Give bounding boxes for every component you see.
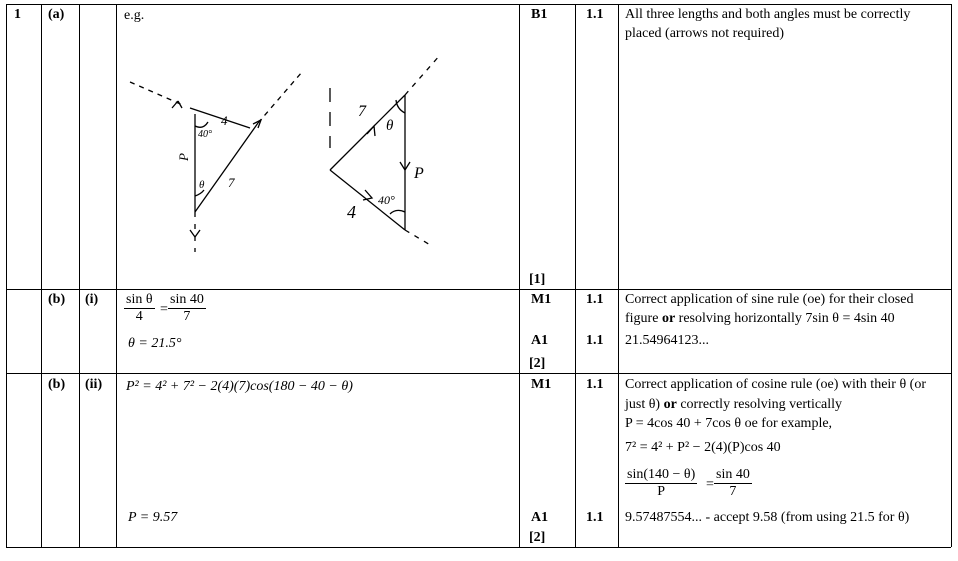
row-bi-guidance-2: 21.54964123...: [625, 333, 709, 348]
col-divider-5: [575, 4, 576, 547]
row-bii-ao-2: 1.1: [586, 510, 604, 525]
row-bi-guidance-line2: [625, 311, 895, 327]
alt-sine-den-left: P: [657, 484, 666, 499]
row-bi-ao-1: 1.1: [586, 292, 604, 307]
sine-rule-den-right: 7: [183, 309, 191, 324]
row-bii-guidance-line2c: correctly resolving vertically: [676, 397, 843, 412]
row-bii-mark-2: A1: [531, 510, 549, 525]
col-divider-6: [618, 4, 619, 547]
row-bii-guidance-line3: P = 4cos 40 + 7cos θ oe for example,: [625, 416, 833, 431]
right-side-right-label: P: [414, 165, 424, 182]
row-bii-ao-1: 1.1: [586, 377, 604, 392]
table-border-bottom: [6, 547, 951, 548]
part-label-b-ii: (b): [48, 377, 66, 392]
row-bi-ao-2: 1.1: [586, 333, 604, 348]
row-bii-guidance-line1: Correct application of cosine rule (oe) with their θ (or: [625, 377, 926, 392]
sine-rule-num-left: sin θ: [126, 292, 153, 307]
col-divider-1: [41, 4, 42, 547]
sine-rule-num-right: sin 40: [170, 292, 204, 307]
row-bi-total: [2]: [529, 356, 546, 371]
row-bii-total: [2]: [529, 530, 546, 545]
table-border-top: [6, 4, 951, 5]
row-bii-guidance-or: or: [663, 397, 677, 412]
row-a-mark: B1: [531, 7, 548, 22]
left-angle-bottom-label: θ: [199, 179, 205, 191]
cosine-rule-equation: P² = 4² + 7² − 2(4)(7)cos(180 − 40 − θ): [126, 379, 353, 394]
alt-sine-fraction-left: [625, 467, 697, 500]
row-bi-mark-1: M1: [531, 292, 552, 307]
sine-rule-equals: =: [160, 302, 168, 317]
part-label-b-i: (b): [48, 292, 66, 307]
sine-rule-fraction-right: [168, 292, 206, 325]
theta-result: θ = 21.5°: [128, 336, 182, 351]
row-divider-1: [6, 289, 951, 290]
p-result: P = 9.57: [128, 510, 178, 525]
sine-rule-fraction-left: [124, 292, 155, 325]
row-bi-guidance-or: or: [661, 311, 676, 326]
subpart-label-ii: (ii): [85, 377, 103, 392]
alt-sine-num-right: sin 40: [716, 467, 750, 482]
row-bi-guidance-line2c: resolving horizontally 7sin θ = 4sin 40: [675, 311, 895, 326]
left-side-left-label: P: [176, 153, 191, 161]
row-bii-mark-1: M1: [531, 377, 552, 392]
row-bi-guidance-line1: Correct application of sine rule (oe) for their closed: [625, 292, 914, 307]
row-bii-guidance-line2a: just θ): [625, 397, 664, 412]
row-bii-guidance-line2: [625, 397, 842, 413]
right-side-top-label: 7: [358, 103, 366, 120]
row-divider-2: [6, 373, 951, 374]
col-divider-4: [519, 4, 520, 547]
question-number: 1: [14, 7, 21, 22]
col-divider-3: [116, 4, 117, 547]
left-angle-top-label: 40°: [198, 129, 212, 140]
left-triangle: [130, 72, 302, 252]
alt-sine-den-right: 7: [729, 484, 737, 499]
row-a-total: [1]: [529, 272, 546, 287]
row-a-ao: 1.1: [586, 7, 604, 22]
answer-prefix: e.g.: [124, 8, 145, 23]
part-label-a: (a): [48, 7, 65, 22]
sine-rule-den-left: 4: [135, 309, 143, 324]
alt-sine-num-left: sin(140 − θ): [627, 467, 696, 482]
row-bi-mark-2: A1: [531, 333, 549, 348]
right-triangle: [330, 55, 440, 246]
table-border-left: [6, 4, 7, 547]
table-border-right: [951, 4, 952, 547]
alt-sine-fraction-right: [714, 467, 752, 500]
row-bi-guidance-line2a: figure: [625, 311, 662, 326]
right-side-bottom-label: 4: [347, 202, 356, 222]
alt-sine-equals: =: [706, 477, 714, 492]
left-side-right-label: 7: [228, 175, 235, 190]
right-angle-top-label: θ: [386, 118, 394, 134]
row-a-guidance-line2: placed (arrows not required): [625, 26, 784, 41]
left-side-top-label: 4: [221, 113, 228, 128]
subpart-label-i: (i): [85, 292, 99, 307]
row-a-guidance-line1: All three lengths and both angles must be correctly: [625, 7, 911, 22]
col-divider-2: [79, 4, 80, 547]
row-bii-guidance-2: 9.57487554... - accept 9.58 (from using 21.5 for θ): [625, 510, 910, 525]
right-angle-bottom-label: 40°: [378, 193, 395, 207]
row-bii-guidance-line4: 7² = 4² + P² − 2(4)(P)cos 40: [625, 440, 781, 455]
